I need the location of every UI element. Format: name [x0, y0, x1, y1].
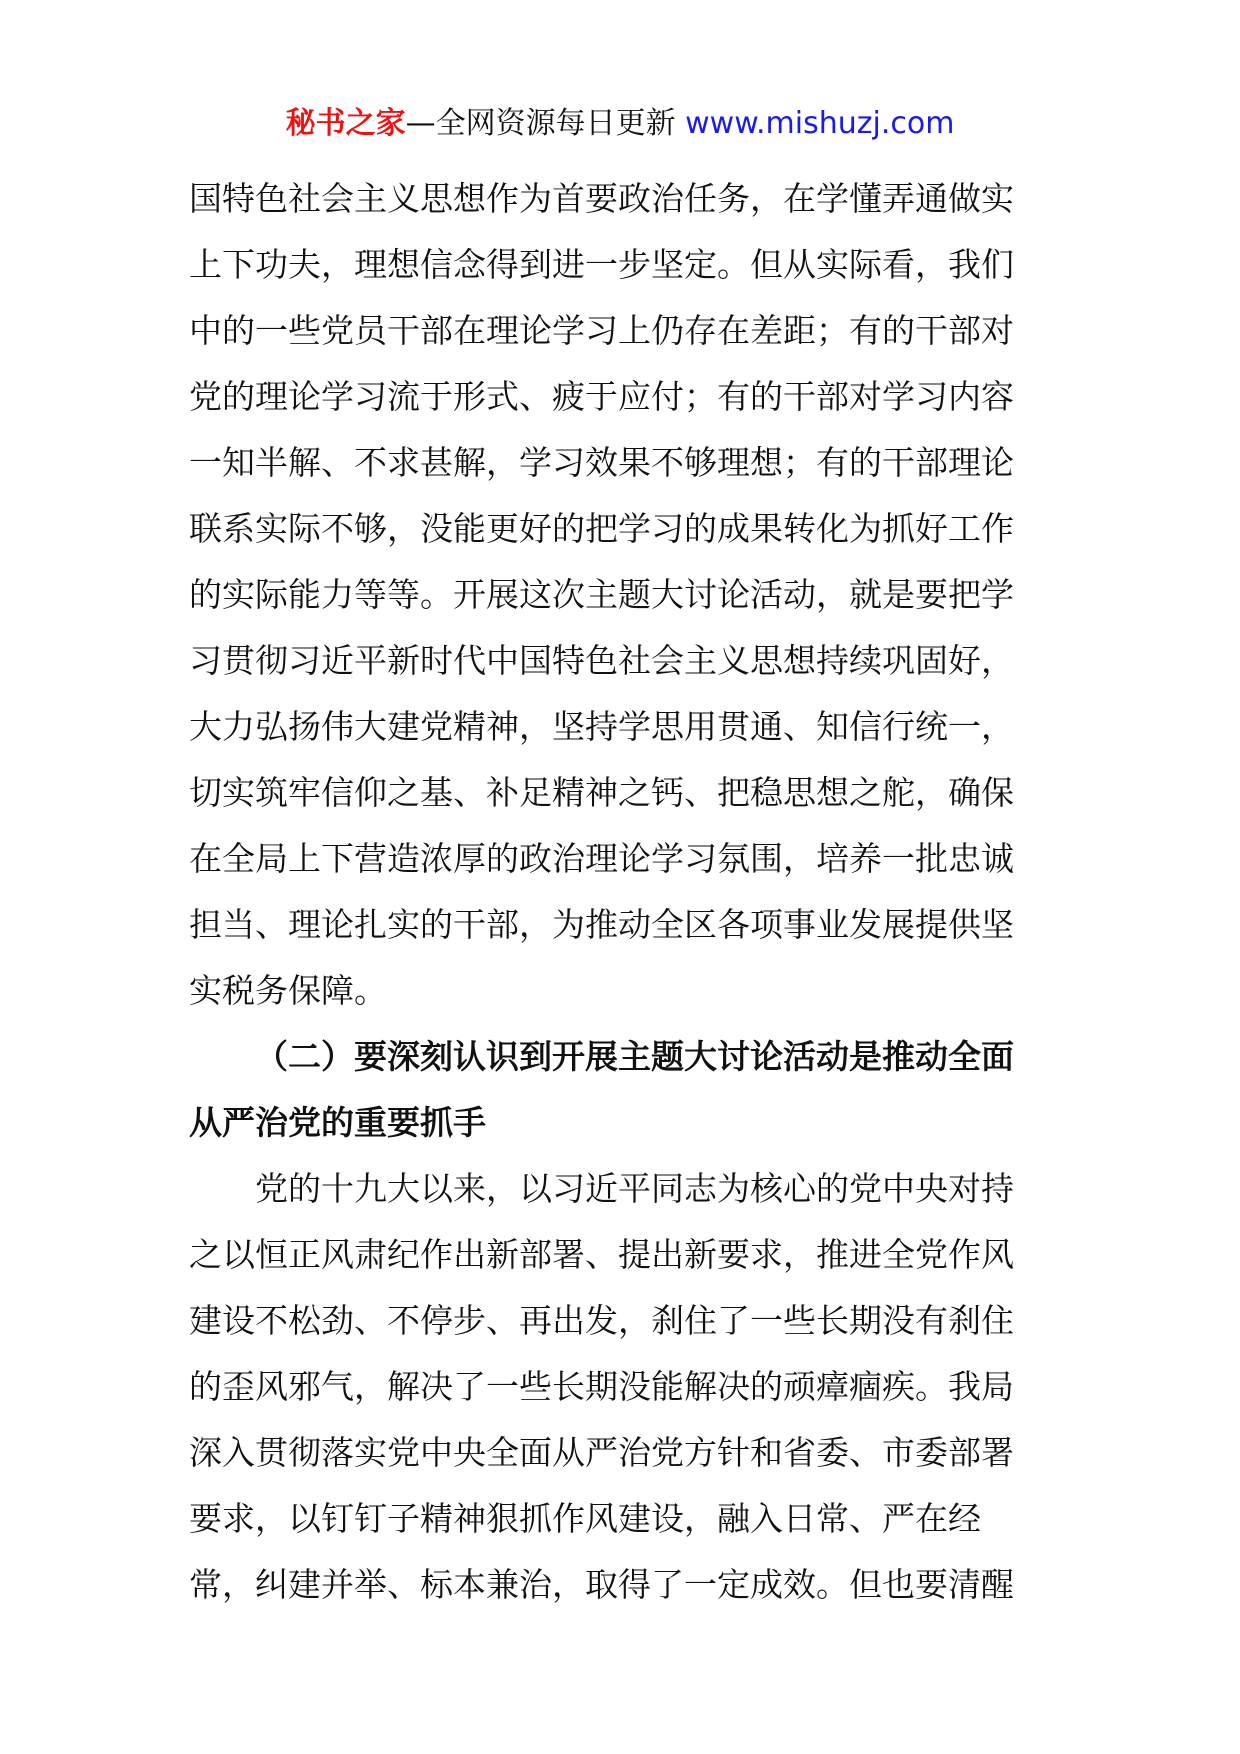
body-text-line: 党的十九大以来，以习近平同志为核心的党中央对持	[255, 1169, 1014, 1208]
section-heading-line: （二）要深刻认识到开展主题大讨论活动是推动全面	[255, 1037, 1014, 1076]
body-text-line: 深入贯彻落实党中央全面从严治党方针和省委、市委部署	[189, 1433, 1014, 1472]
body-text-line: 联系实际不够，没能更好的把学习的成果转化为抓好工作	[189, 509, 1014, 548]
body-text-line: 在全局上下营造浓厚的政治理论学习氛围，培养一批忠诚	[189, 839, 1014, 878]
site-slogan: —全网资源每日更新	[405, 106, 686, 141]
body-text-line: 的歪风邪气，解决了一些长期没能解决的顽瘴痼疾。我局	[189, 1367, 1014, 1406]
body-text-line: 切实筑牢信仰之基、补足精神之钙、把稳思想之舵，确保	[189, 773, 1014, 812]
body-text-line: 之以恒正风肃纪作出新部署、提出新要求，推进全党作风	[189, 1235, 1014, 1274]
document-body	[189, 166, 1057, 1618]
body-text-line: 国特色社会主义思想作为首要政治任务，在学懂弄通做实	[189, 179, 1014, 218]
body-text-line: 习贯彻习近平新时代中国特色社会主义思想持续巩固好，	[189, 641, 1014, 680]
site-brand: 秘书之家	[285, 106, 406, 141]
body-text-line: 大力弘扬伟大建党精神，坚持学思用贯通、知信行统一，	[189, 707, 1014, 746]
body-text-line: 建设不松劲、不停步、再出发，刹住了一些长期没有刹住	[189, 1301, 1014, 1340]
site-header	[0, 104, 1240, 144]
body-text-line: 的实际能力等等。开展这次主题大讨论活动，就是要把学	[189, 575, 1014, 614]
body-text-line: 要求，以钉钉子精神狠抓作风建设，融入日常、严在经	[189, 1499, 981, 1538]
body-text-line: 中的一些党员干部在理论学习上仍存在差距；有的干部对	[189, 311, 1014, 350]
body-text-line: 党的理论学习流于形式、疲于应付；有的干部对学习内容	[189, 377, 1014, 416]
body-text-line: 担当、理论扎实的干部，为推动全区各项事业发展提供坚	[189, 905, 1014, 944]
body-text-line: 实税务保障。	[189, 971, 387, 1010]
section-heading-line: 从严治党的重要抓手	[189, 1103, 486, 1142]
body-text-line: 常，纠建并举、标本兼治，取得了一定成效。但也要清醒	[189, 1565, 1014, 1604]
site-url-link[interactable]: www.mishuzj.com	[685, 106, 955, 141]
body-text-line: 一知半解、不求甚解，学习效果不够理想；有的干部理论	[189, 443, 1014, 482]
body-text-line: 上下功夫，理想信念得到进一步坚定。但从实际看，我们	[189, 245, 1014, 284]
